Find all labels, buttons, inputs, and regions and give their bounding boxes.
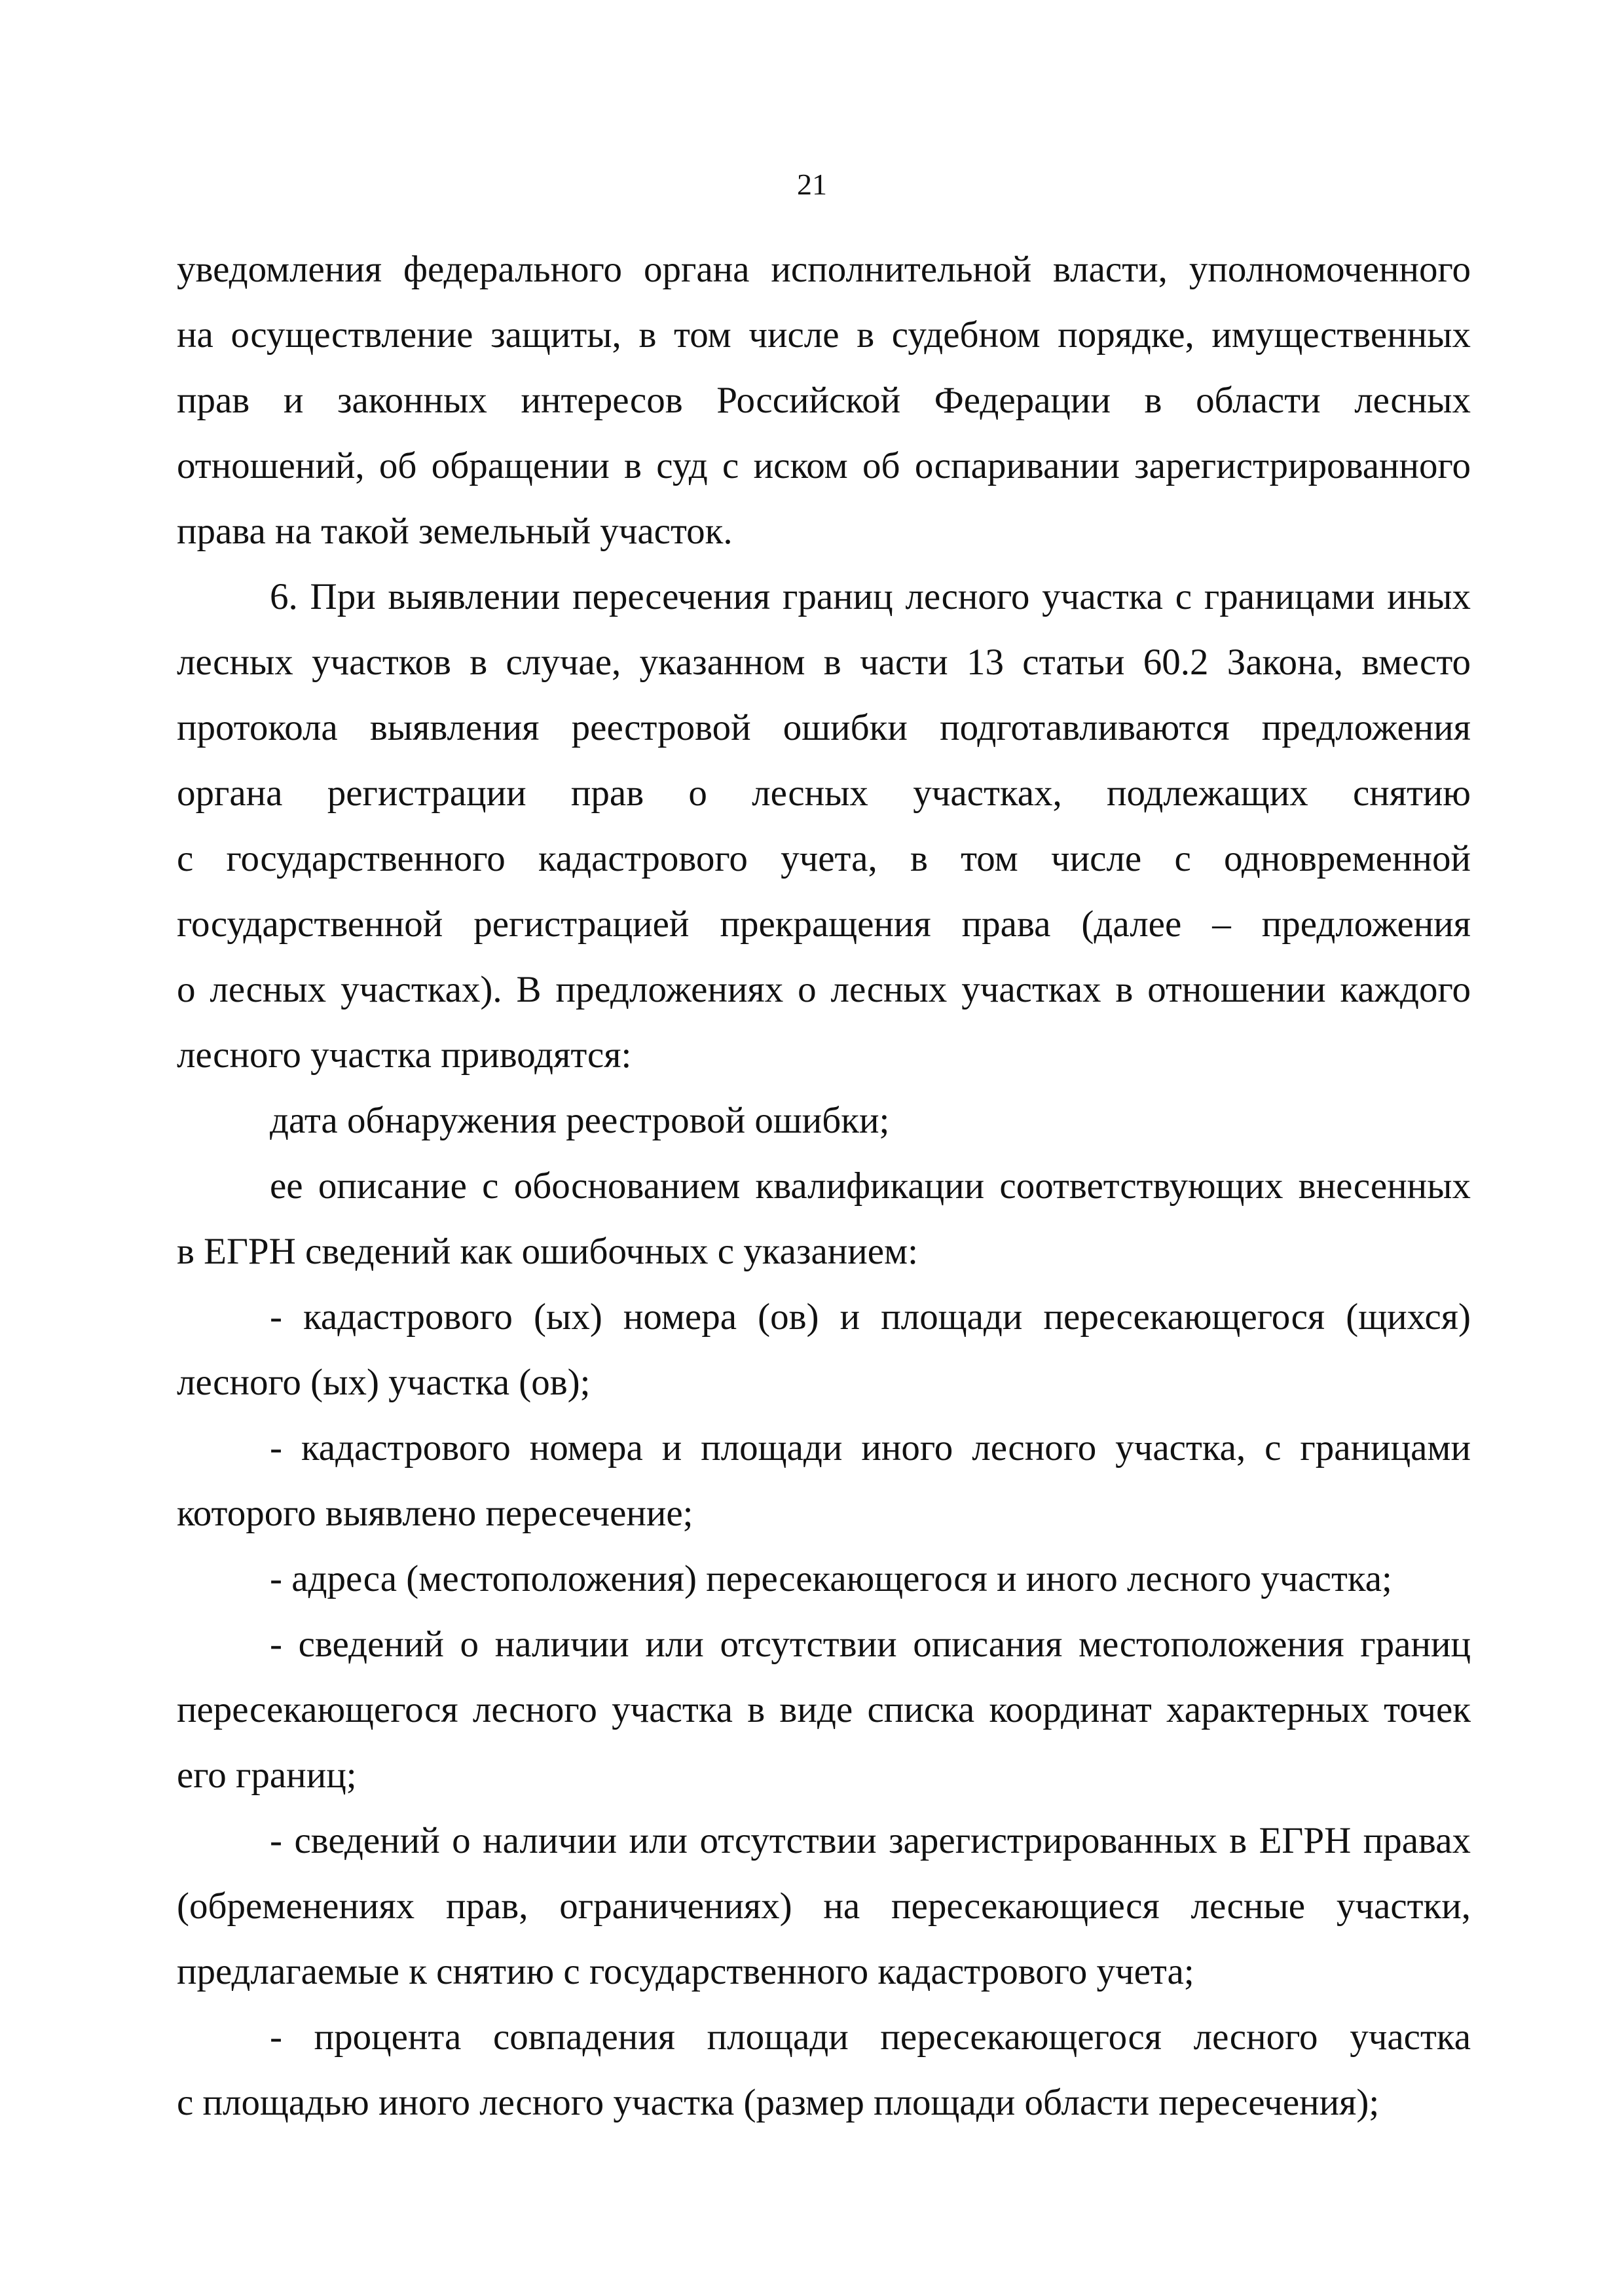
text-line: государственной регистрацией прекращения права (далее – предложения xyxy=(177,903,1471,945)
text-line: его границ; xyxy=(177,1755,357,1796)
text-line: - сведений о наличии или отсутствии зарегистрированных в ЕГРН правах xyxy=(270,1820,1471,1861)
text-line: - адреса (местоположения) пересекающегося и иного лесного участка; xyxy=(270,1558,1392,1599)
list-item-address xyxy=(177,1546,1471,1612)
text-line: отношений, об обращении в суд с иском об оспаривании зарегистрированного xyxy=(177,445,1471,486)
paragraph-detection-date xyxy=(177,1088,1471,1154)
text-line: права на такой земельный участок. xyxy=(177,511,733,552)
text-line: пересекающегося лесного участка в виде списка координат характерных точек xyxy=(177,1689,1471,1730)
text-line: в ЕГРН сведений как ошибочных с указанием: xyxy=(177,1231,918,1272)
list-item-cadastral-numbers xyxy=(177,1285,1471,1415)
text-line: - кадастрового номера и площади иного лесного участка, с границами xyxy=(270,1427,1471,1468)
text-line: - сведений о наличии или отсутствии описания местоположения границ xyxy=(270,1624,1471,1665)
text-line: органа регистрации прав о лесных участках, подлежащих снятию xyxy=(177,773,1471,814)
text-line: - процента совпадения площади пересекающегося лесного участка xyxy=(270,2016,1471,2058)
text-line: дата обнаружения реестровой ошибки; xyxy=(270,1100,890,1141)
list-item-registered-rights xyxy=(177,1808,1471,2005)
text-line: на осуществление защиты, в том числе в судебном порядке, имущественных xyxy=(177,314,1471,355)
list-item-overlap-percentage xyxy=(177,2005,1471,2136)
text-line: лесных участков в случае, указанном в части 13 статьи 60.2 Закона, вместо xyxy=(177,642,1471,683)
list-item-boundary-description xyxy=(177,1612,1471,1808)
text-line: о лесных участках). В предложениях о лесных участках в отношении каждого xyxy=(177,969,1471,1010)
text-line: с государственного кадастрового учета, в том числе с одновременной xyxy=(177,838,1471,879)
page-number: 21 xyxy=(797,168,827,201)
paragraph-error-description xyxy=(177,1154,1471,1285)
text-line: лесного участка приводятся: xyxy=(177,1034,632,1076)
text-line: с площадью иного лесного участка (размер площади области пересечения); xyxy=(177,2082,1380,2123)
paragraph-item-6 xyxy=(177,564,1471,1088)
text-line: лесного (ых) участка (ов); xyxy=(177,1362,591,1403)
text-line: которого выявлено пересечение; xyxy=(177,1493,693,1534)
paragraph-continuation xyxy=(177,237,1471,564)
text-line: прав и законных интересов Российской Федерации в области лесных xyxy=(177,380,1471,421)
document-body xyxy=(177,237,1471,2136)
text-line: ее описание с обоснованием квалификации соответствующих внесенных xyxy=(270,1165,1471,1207)
text-line: (обременениях прав, ограничениях) на пересекающиеся лесные участки, xyxy=(177,1886,1471,1927)
text-line: протокола выявления реестровой ошибки подготавливаются предложения xyxy=(177,707,1471,748)
text-line: предлагаемые к снятию с государственного кадастрового учета; xyxy=(177,1951,1194,1992)
text-line: - кадастрового (ых) номера (ов) и площади пересекающегося (щихся) xyxy=(270,1296,1471,1338)
text-line: уведомления федерального органа исполнительной власти, уполномоченного xyxy=(177,249,1471,290)
text-line: 6. При выявлении пересечения границ лесного участка с границами иных xyxy=(270,576,1471,617)
list-item-other-plot xyxy=(177,1415,1471,1546)
